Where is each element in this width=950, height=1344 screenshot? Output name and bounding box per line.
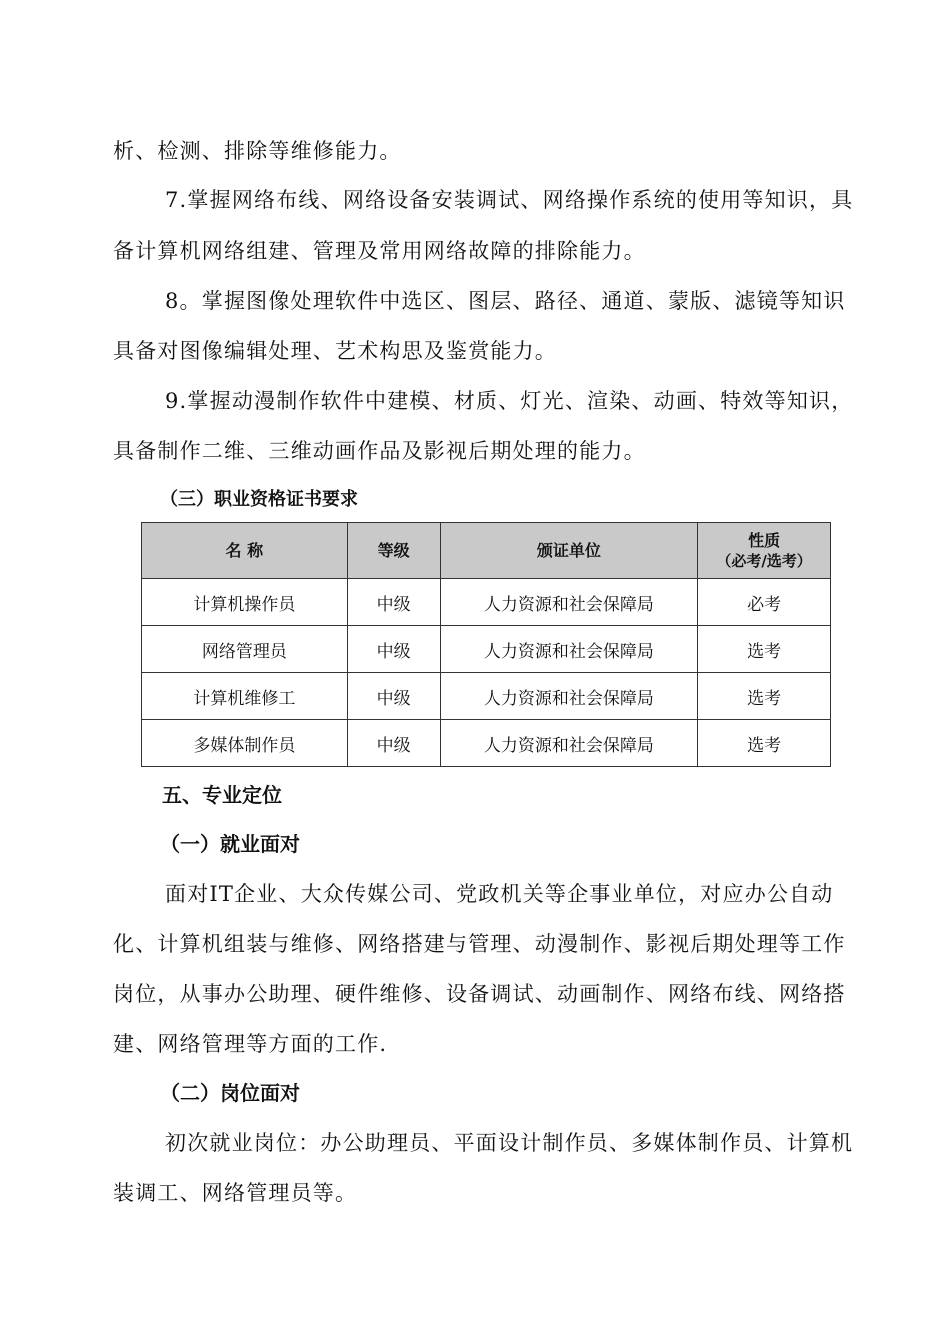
paragraph-line: 7.掌握网络布线、网络设备安装调试、网络操作系统的使用等知识，具 (165, 188, 854, 212)
cell-level: 中级 (347, 626, 440, 673)
cell-issuer: 人力资源和社会保障局 (440, 579, 698, 626)
table-row (142, 626, 831, 673)
header-nature-sub: （必考/选考） (716, 551, 812, 570)
cell-nature: 选考 (698, 720, 831, 767)
position-title: （二）岗位面对 (160, 1081, 300, 1105)
paragraph-line: 具备对图像编辑处理、艺术构思及鉴赏能力。 (113, 339, 557, 363)
cell-nature: 选考 (698, 673, 831, 720)
cell-issuer: 人力资源和社会保障局 (440, 626, 698, 673)
table-header-row (142, 523, 831, 579)
cert-section-title: （三）职业资格证书要求 (160, 489, 358, 510)
paragraph-line: 8。掌握图像处理软件中选区、图层、路径、通道、蒙版、滤镜等知识 (165, 289, 846, 313)
section-five-title: 五、专业定位 (162, 783, 282, 807)
cell-level: 中级 (347, 579, 440, 626)
header-level: 等级 (347, 523, 440, 579)
header-issuer: 颁证单位 (440, 523, 698, 579)
certificate-table (141, 522, 831, 767)
cell-name: 计算机维修工 (142, 673, 348, 720)
cell-name: 网络管理员 (142, 626, 348, 673)
paragraph-line: 具备制作二维、三维动画作品及影视后期处理的能力。 (113, 439, 646, 463)
cell-issuer: 人力资源和社会保障局 (440, 720, 698, 767)
table-row (142, 579, 831, 626)
header-name: 名 称 (142, 523, 348, 579)
table-row (142, 673, 831, 720)
paragraph-line: 备计算机网络组建、管理及常用网络故障的排除能力。 (113, 239, 646, 263)
cell-issuer: 人力资源和社会保障局 (440, 673, 698, 720)
cell-nature: 选考 (698, 626, 831, 673)
paragraph-line: 初次就业岗位：办公助理员、平面设计制作员、多媒体制作员、计算机 (165, 1131, 854, 1155)
paragraph-line: 岗位，从事办公助理、硬件维修、设备调试、动画制作、网络布线、网络搭 (113, 982, 846, 1006)
cell-nature: 必考 (698, 579, 831, 626)
header-nature-label: 性质 (748, 530, 781, 550)
paragraph-line: 化、计算机组装与维修、网络搭建与管理、动漫制作、影视后期处理等工作 (113, 932, 846, 956)
cell-name: 计算机操作员 (142, 579, 348, 626)
cell-level: 中级 (347, 720, 440, 767)
table-row (142, 720, 831, 767)
paragraph-line: 9.掌握动漫制作软件中建模、材质、灯光、渲染、动画、特效等知识， (165, 389, 854, 413)
paragraph-line: 装调工、网络管理员等。 (113, 1181, 358, 1205)
employment-title: （一）就业面对 (160, 832, 300, 856)
cell-level: 中级 (347, 673, 440, 720)
paragraph-line: 析、检测、排除等维修能力。 (113, 139, 402, 163)
paragraph-line: 建、网络管理等方面的工作. (113, 1032, 388, 1056)
paragraph-line: 面对IT企业、大众传媒公司、党政机关等企事业单位，对应办公自动 (165, 882, 834, 906)
header-nature (698, 523, 831, 579)
cell-name: 多媒体制作员 (142, 720, 348, 767)
